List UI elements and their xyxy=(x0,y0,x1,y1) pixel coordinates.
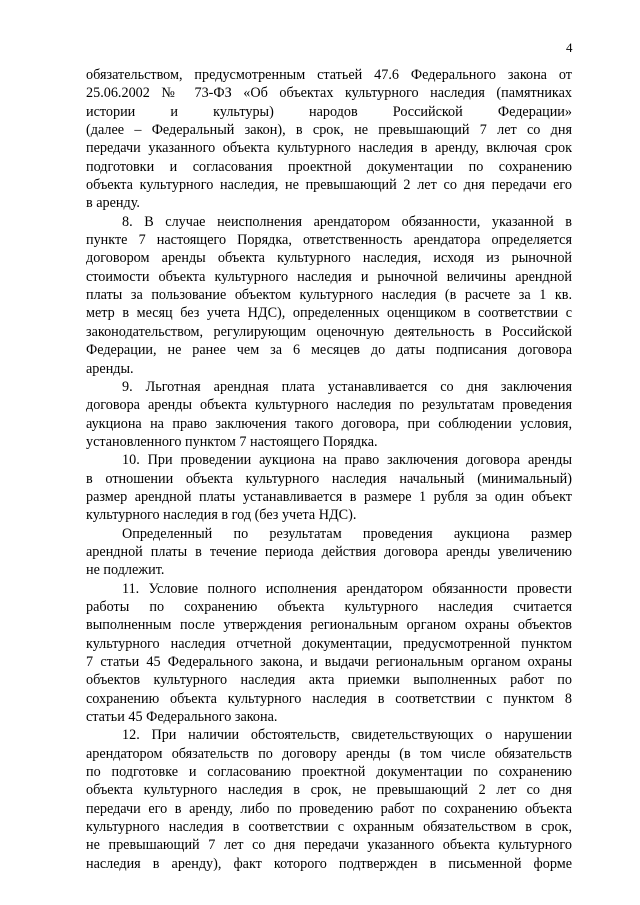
text-line: установленного пунктом 7 настоящего Порядка. xyxy=(86,433,378,450)
text-line: объектов культурного наследия акта приемки выполненных работ по xyxy=(86,672,572,689)
text-line: аукциона на право заключения такого договора, при соблюдении условия, xyxy=(86,415,572,432)
text-line: работы по сохранению объекта культурного наследия считается xyxy=(86,598,572,615)
text-line: статьи 45 Федерального закона. xyxy=(86,709,278,726)
text-line: не превышающий 7 лет со дня передачи указанного объекта культурного xyxy=(86,837,572,854)
text-line: платы за пользование объектом культурного наследия (в расчете за 1 кв. xyxy=(86,287,572,304)
text-line: Определенный по результатам проведения аукциона размер xyxy=(122,525,572,542)
text-line: выполненным после утверждения региональным органом охраны объектов xyxy=(86,617,572,634)
text-line: культурного наследия в соответствии с охранным обязательством в срок, xyxy=(86,819,572,836)
text-line: размер арендной платы устанавливается в размере 1 рубля за один объект xyxy=(86,488,572,505)
text-line: договора аренды объекта культурного наследия по результатам проведения xyxy=(86,397,572,414)
text-line: 7 статьи 45 Федерального закона, и выдачи региональным органом охраны xyxy=(86,654,572,670)
text-line: 9. Льготная арендная плата устанавливается со дня заключения xyxy=(122,378,572,395)
text-line: арендатором обязательств по договору аренды (в том числе обязательств xyxy=(86,745,572,762)
page-number: 4 xyxy=(566,40,573,55)
text-line: культурного наследия отчетной документации, предусмотренной пунктом xyxy=(86,635,572,652)
text-line: в аренду. xyxy=(86,195,140,212)
text-line: законодательством, регулирующим оценочную деятельность в Российской xyxy=(86,323,572,340)
text-line: обязательством, предусмотренным статьей 47.6 Федерального закона от xyxy=(86,67,572,83)
text-line: договором аренды объекта культурного наследия, исходя из рыночной xyxy=(86,250,572,267)
text-line: 10. При проведении аукциона на право заключения договора аренды xyxy=(122,452,572,469)
text-line: пункте 7 настоящего Порядка, ответственность арендатора определяется xyxy=(86,232,572,249)
text-line: 12. При наличии обстоятельств, свидетельствующих о нарушении xyxy=(122,727,572,744)
text-line: наследия в аренду), факт которого подтвержден в письменной форме xyxy=(86,855,572,872)
text-line: передачи его в аренду, либо по проведению работ по сохранению объекта xyxy=(86,800,572,817)
text-line: арендной платы в течение периода действия договора аренды увеличению xyxy=(86,543,572,560)
document-body xyxy=(86,66,572,873)
text-line: стоимости объекта культурного наследия и рыночной величины арендной xyxy=(86,268,572,285)
text-line: 8. В случае неисполнения арендатором обязанности, указанной в xyxy=(122,213,572,230)
text-line: сохранению объекта культурного наследия в соответствии с пунктом 8 xyxy=(86,690,572,707)
text-line: не подлежит. xyxy=(86,562,165,579)
text-line: метр в месяц без учета НДС), определенных оценщиком в соответствии с xyxy=(86,305,572,322)
text-line: аренды. xyxy=(86,360,134,377)
text-line: по подготовке и согласованию проектной документации по сохранению xyxy=(86,764,572,781)
text-line: подготовки и согласования проектной документации по сохранению xyxy=(86,158,572,175)
text-line: истории и культуры) народов Российской Федерации» xyxy=(86,103,572,120)
text-line: в отношении объекта культурного наследия начальный (минимальный) xyxy=(86,470,572,487)
text-line: объекта культурного наследия в срок, не превышающий 2 лет со дня xyxy=(86,782,572,799)
text-line: 25.06.2002 № 73-ФЗ «Об объектах культурного наследия (памятниках xyxy=(86,85,572,102)
text-line: 11. Условие полного исполнения арендатором обязанности провести xyxy=(122,580,572,597)
text-line: передачи указанного объекта культурного наследия в аренду, включая срок xyxy=(86,140,572,157)
text-line: Федерации, не ранее чем за 6 месяцев до даты подписания договора xyxy=(86,342,572,359)
text-line: культурного наследия в год (без учета НДС). xyxy=(86,507,357,524)
text-line: объекта культурного наследия, не превышающий 2 лет со дня передачи его xyxy=(86,177,572,194)
text-line: (далее – Федеральный закон), в срок, не превышающий 7 лет со дня xyxy=(86,122,572,139)
